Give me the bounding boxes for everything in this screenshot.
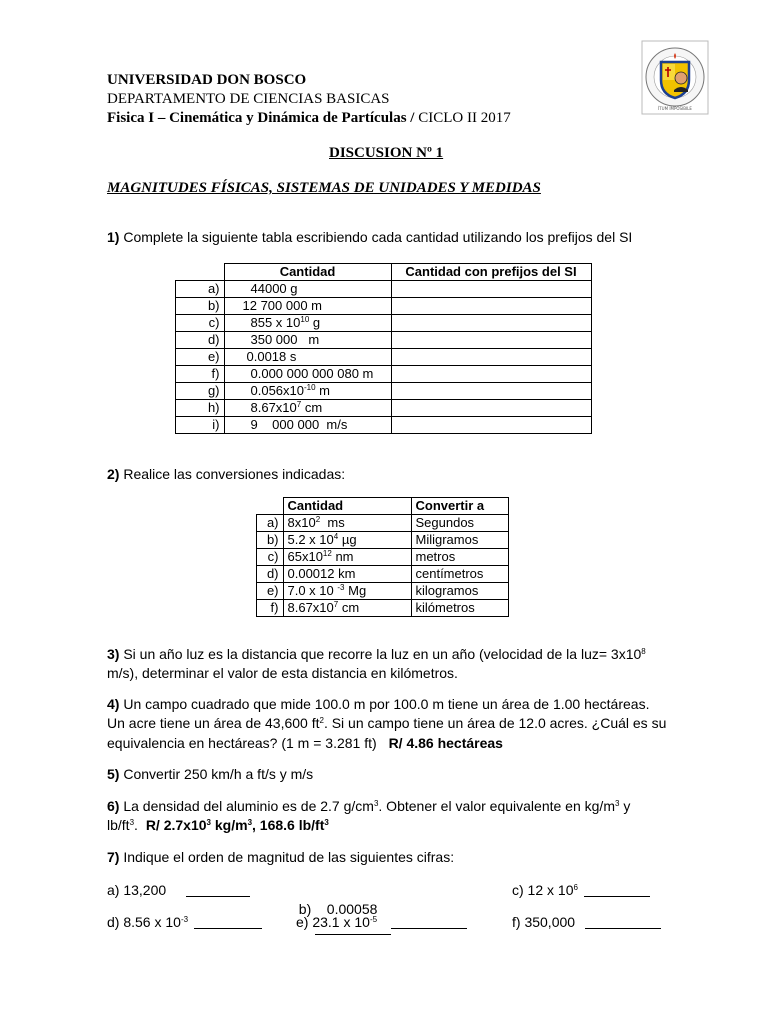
- column-header-quantity: Cantidad: [224, 264, 391, 281]
- exponent: 2: [319, 716, 324, 725]
- row-label: c): [257, 549, 284, 566]
- item-text: d) 8.56 x 10: [107, 914, 181, 930]
- answer-blank[interactable]: [584, 882, 650, 897]
- table-row: [176, 366, 592, 383]
- quantity-base: 0.056x10: [250, 383, 304, 398]
- quantity-cell: [224, 400, 391, 417]
- exponent: 3: [129, 818, 135, 827]
- table-header-row: [257, 498, 509, 515]
- quantity-unit: m: [315, 383, 331, 398]
- quantity-cell: 350 000 m: [224, 332, 391, 349]
- answer-cell[interactable]: [391, 349, 591, 366]
- exponent: 3: [206, 818, 211, 827]
- magnitude-item-f: [512, 913, 661, 932]
- answer-cell[interactable]: [391, 315, 591, 332]
- row-label: g): [176, 383, 225, 400]
- answer-cell[interactable]: [391, 366, 591, 383]
- quantity-cell: [283, 532, 411, 549]
- university-seal-icon: [641, 40, 709, 115]
- page-title: DISCUSION Nº 1: [329, 145, 444, 161]
- target-unit-cell: kilogramos: [411, 583, 508, 600]
- question-number: 5): [107, 766, 120, 782]
- quantity-cell: 0.0018 s: [224, 349, 391, 366]
- quantity-unit: Mg: [344, 583, 367, 598]
- quantity-unit: nm: [331, 549, 354, 564]
- row-label: e): [176, 349, 225, 366]
- question-4-line-2: [107, 714, 666, 733]
- exponent: 3: [324, 818, 329, 827]
- question-text: Complete la siguiente tabla escribiendo cada cantidad utilizando los prefijos del SI: [123, 229, 633, 245]
- quantity-cell: [283, 515, 411, 532]
- question-number: 4): [107, 696, 120, 712]
- cycle: CICLO II 2017: [418, 110, 511, 126]
- item-text: a) 13,200: [107, 882, 167, 898]
- target-unit-cell: centímetros: [411, 566, 508, 583]
- quantity-unit: µg: [338, 532, 357, 547]
- item-text: c) 12 x 10: [512, 882, 574, 898]
- text: . Obtener el valor equivalente en kg/m: [378, 798, 615, 814]
- subtitle: MAGNITUDES FÍSICAS, SISTEMAS DE UNIDADES Y MEDIDAS: [107, 180, 541, 196]
- table-row: [176, 383, 592, 400]
- answer-cell[interactable]: [391, 383, 591, 400]
- target-unit-cell: kilómetros: [411, 600, 508, 617]
- question-5: [107, 765, 313, 784]
- answer-blank[interactable]: [585, 914, 661, 929]
- exponent: -5: [369, 915, 378, 924]
- column-header-convert: Convertir a: [411, 498, 508, 515]
- svg-text:ÍTUM IMPOSIBILE: ÍTUM IMPOSIBILE: [658, 106, 692, 111]
- quantity-unit: cm: [301, 400, 323, 415]
- quantity-cell: [283, 583, 411, 600]
- answer-blank[interactable]: [391, 914, 467, 929]
- row-label: a): [176, 281, 225, 298]
- table-header-row: [176, 264, 592, 281]
- magnitude-item-d: [107, 913, 262, 932]
- text: equivalencia en hectáreas? (1 m = 3.281 ft): [107, 735, 377, 751]
- question-6: [107, 797, 630, 816]
- text: y: [619, 798, 631, 814]
- table-row: [257, 566, 509, 583]
- column-header-prefix: Cantidad con prefijos del SI: [391, 264, 591, 281]
- quantity-base: 0.00012 km: [287, 566, 356, 581]
- question-6-line-2: [107, 816, 329, 835]
- quantity-exponent: 4: [333, 532, 339, 541]
- item-text: b) 0.00058: [298, 901, 378, 917]
- quantity-cell: [283, 566, 411, 583]
- text: Un acre tiene un área de 43,600 ft: [107, 715, 320, 731]
- table-row: [176, 400, 592, 417]
- question-1: [107, 228, 632, 247]
- quantity-unit: cm: [338, 600, 360, 615]
- table-row: [176, 298, 592, 315]
- answer-cell[interactable]: [391, 298, 591, 315]
- answer: R/ 4.86 hectáreas: [388, 735, 503, 751]
- table-row: [176, 349, 592, 366]
- quantity-base: 5.2 x 10: [287, 532, 334, 547]
- row-label: h): [176, 400, 225, 417]
- course-line: [107, 109, 511, 128]
- department-name: DEPARTAMENTO DE CIENCIAS BASICAS: [107, 91, 390, 107]
- table-row: [257, 583, 509, 600]
- question-number: 6): [107, 798, 120, 814]
- quantity-exponent: 12: [322, 549, 332, 558]
- question-text: Si un año luz es la distancia que recorre la luz en un año (velocidad de la luz= 3x10: [123, 646, 642, 662]
- university-logo: [641, 40, 709, 115]
- text: R/ 2.7x10: [145, 817, 207, 833]
- magnitude-item-e: [296, 913, 467, 932]
- text: lb/ft: [107, 817, 130, 833]
- row-label: a): [257, 515, 284, 532]
- answer: [146, 817, 329, 833]
- quantity-cell: [283, 549, 411, 566]
- quantity-base: 8.67x10: [287, 600, 334, 615]
- answer-blank[interactable]: [186, 882, 250, 897]
- item-text: f) 350,000: [512, 914, 576, 930]
- question-text: Convertir 250 km/h a ft/s y m/s: [123, 766, 314, 782]
- exponent: 3: [247, 818, 253, 827]
- row-label: d): [257, 566, 284, 583]
- row-label: f): [176, 366, 225, 383]
- quantity-unit: g: [309, 315, 321, 330]
- empty-cell: [257, 498, 284, 515]
- magnitude-item-c: [512, 881, 650, 900]
- row-label: f): [257, 600, 284, 617]
- quantity-cell: 0.000 000 000 080 m: [224, 366, 391, 383]
- exponent: 8: [641, 647, 646, 656]
- exponent: 6: [573, 883, 578, 892]
- table-row: [257, 532, 509, 549]
- question-7: [107, 848, 454, 867]
- row-label: d): [176, 332, 225, 349]
- question-4: [107, 695, 649, 714]
- text: La densidad del aluminio es de 2.7 g/cm: [123, 798, 374, 814]
- table-row: [176, 281, 592, 298]
- quantity-base: 8x10: [287, 515, 316, 530]
- exponent: -3: [180, 915, 189, 924]
- row-label: e): [257, 583, 284, 600]
- row-label: b): [257, 532, 284, 549]
- table-row: [176, 417, 592, 434]
- quantity-cell: 12 700 000 m: [224, 298, 391, 315]
- question-number: 7): [107, 849, 120, 865]
- question-number: 3): [107, 646, 120, 662]
- quantity-exponent: 2: [315, 515, 321, 524]
- question-2: [107, 465, 345, 484]
- quantity-cell: [224, 315, 391, 332]
- question-3: [107, 645, 646, 664]
- quantity-cell: 9 000 000 m/s: [224, 417, 391, 434]
- quantity-exponent: -10: [304, 383, 316, 392]
- question-number: 2): [107, 466, 120, 482]
- quantity-cell: [283, 600, 411, 617]
- quantity-base: 855 x 10: [250, 315, 301, 330]
- conversion-table: [256, 497, 509, 617]
- target-unit-cell: Miligramos: [411, 532, 508, 549]
- text: .: [134, 817, 138, 833]
- table-row: [257, 600, 509, 617]
- quantity-base: 8.67x10: [250, 400, 297, 415]
- quantity-cell: 44000 g: [224, 281, 391, 298]
- text: kg/m: [210, 817, 248, 833]
- answer-cell[interactable]: [391, 332, 591, 349]
- empty-cell: [176, 264, 225, 281]
- quantity-exponent: 10: [300, 315, 310, 324]
- column-header-quantity: Cantidad: [283, 498, 411, 515]
- question-3-line-2: m/s), determinar el valor de esta distancia en kilómetros.: [107, 665, 458, 681]
- course-name: Fisica I – Cinemática y Dinámica de Partículas /: [107, 110, 415, 126]
- target-unit-cell: metros: [411, 549, 508, 566]
- table-row: [257, 549, 509, 566]
- quantity-exponent: -3: [337, 583, 345, 592]
- row-label: c): [176, 315, 225, 332]
- question-text: Indique el orden de magnitud de las siguientes cifras:: [123, 849, 455, 865]
- question-text: Realice las conversiones indicadas:: [123, 466, 346, 482]
- answer-cell[interactable]: [391, 400, 591, 417]
- exponent: 3: [373, 799, 379, 808]
- university-name: UNIVERSIDAD DON BOSCO: [107, 72, 307, 88]
- quantity-base: 65x10: [287, 549, 323, 564]
- question-text: Un campo cuadrado que mide 100.0 m por 100.0 m tiene un área de 1.00 hectáreas.: [123, 696, 650, 712]
- table-row: [176, 315, 592, 332]
- target-unit-cell: Segundos: [411, 515, 508, 532]
- question-number: 1): [107, 229, 120, 245]
- text: . Si un campo tiene un área de 12.0 acres. ¿Cuál es su: [323, 715, 667, 731]
- quantity-exponent: 7: [333, 600, 339, 609]
- item-text: e) 23.1 x 10: [296, 914, 370, 930]
- quantity-cell: [224, 383, 391, 400]
- quantity-base: 7.0 x 10: [287, 583, 338, 598]
- question-4-line-3: [107, 734, 503, 753]
- table-row: [176, 332, 592, 349]
- magnitude-item-a: [107, 881, 250, 900]
- quantity-exponent: 7: [296, 400, 302, 409]
- text: , 168.6 lb/ft: [252, 817, 325, 833]
- answer-blank[interactable]: [194, 914, 262, 929]
- answer-cell[interactable]: [391, 417, 591, 434]
- row-label: b): [176, 298, 225, 315]
- table-row: [257, 515, 509, 532]
- quantity-unit: ms: [320, 515, 345, 530]
- answer-cell[interactable]: [391, 281, 591, 298]
- exponent: 3: [614, 799, 620, 808]
- row-label: i): [176, 417, 225, 434]
- prefix-table: [175, 263, 592, 434]
